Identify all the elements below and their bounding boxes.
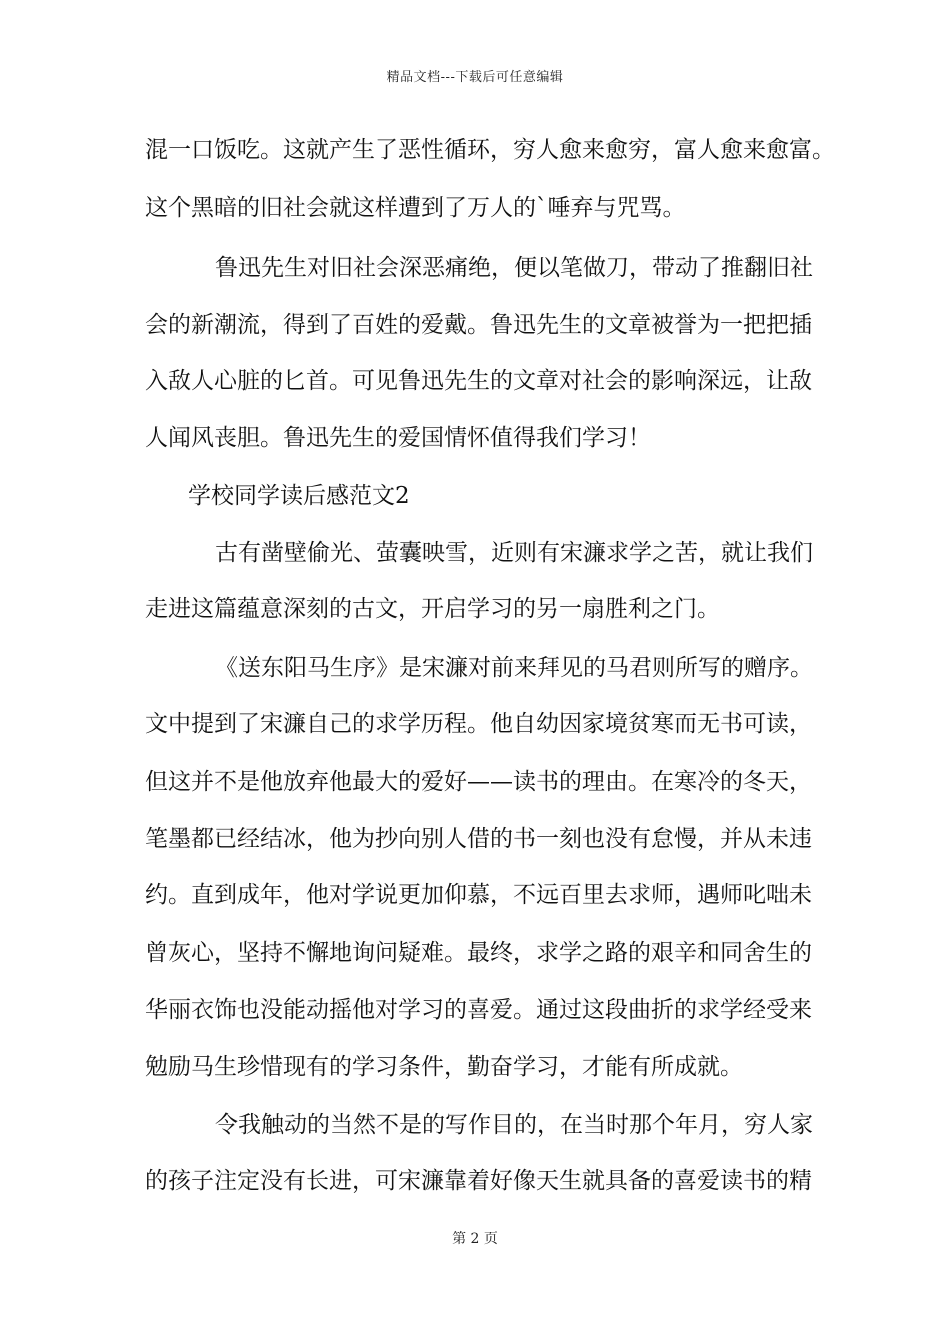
text-line: 入敌人心脏的匕首。可见鲁迅先生的文章对社会的影响深远，让敌 xyxy=(145,368,812,394)
page-header: 精品文档---下载后可任意编辑 xyxy=(386,70,564,85)
text-line: 会的新潮流，得到了百姓的爱戴。鲁迅先生的文章被誉为一把把插 xyxy=(145,312,812,338)
text-line: 文中提到了宋濂自己的求学历程。他自幼因家境贫寒而无书可读， xyxy=(145,711,812,737)
paragraph-start-line: 古有凿壁偷光、萤囊映雪，近则有宋濂求学之苦，就让我们 xyxy=(215,540,813,566)
paragraph-start-line: 鲁迅先生对旧社会深恶痛绝，便以笔做刀，带动了推翻旧社 xyxy=(215,255,813,281)
text-line: 勉励马生珍惜现有的学习条件，勤奋学习，才能有所成就。 xyxy=(145,1054,743,1080)
text-line: 但这并不是他放弃他最大的爱好——读书的理由。在寒冷的冬天， xyxy=(145,769,812,795)
page-number: 第 2 页 xyxy=(452,1231,498,1247)
text-line: 走进这篇蕴意深刻的古文，开启学习的另一扇胜利之门。 xyxy=(145,596,720,622)
paragraph-start-line: 令我触动的当然不是的写作目的，在当时那个年月，穷人家 xyxy=(215,1112,813,1138)
text-line: 笔墨都已经结冰，他为抄向别人借的书一刻也没有怠慢，并从未违 xyxy=(145,826,812,852)
text-line: 人闻风丧胆。鲁迅先生的爱国情怀值得我们学习！ xyxy=(145,425,651,451)
text-line: 这个黑暗的旧社会就这样遭到了万人的`唾弃与咒骂。 xyxy=(145,195,686,221)
text-line: 华丽衣饰也没能动摇他对学习的喜爱。通过这段曲折的求学经受来 xyxy=(145,997,812,1023)
text-line: 混一口饭吃。这就产生了恶性循环，穷人愈来愈穷，富人愈来愈富。 xyxy=(145,137,835,163)
text-line: 曾灰心，坚持不懈地询问疑难。最终，求学之路的艰辛和同舍生的 xyxy=(145,940,812,966)
text-line: 的孩子注定没有长进，可宋濂靠着好像天生就具备的喜爱读书的精 xyxy=(145,1168,812,1194)
text-line: 约。直到成年，他对学说更加仰慕，不远百里去求师，遇师叱咄未 xyxy=(145,882,812,908)
section-heading: 学校同学读后感范文2 xyxy=(188,483,410,509)
paragraph-start-line: 《送东阳马生序》是宋濂对前来拜见的马君则所写的赠序。 xyxy=(215,655,813,681)
